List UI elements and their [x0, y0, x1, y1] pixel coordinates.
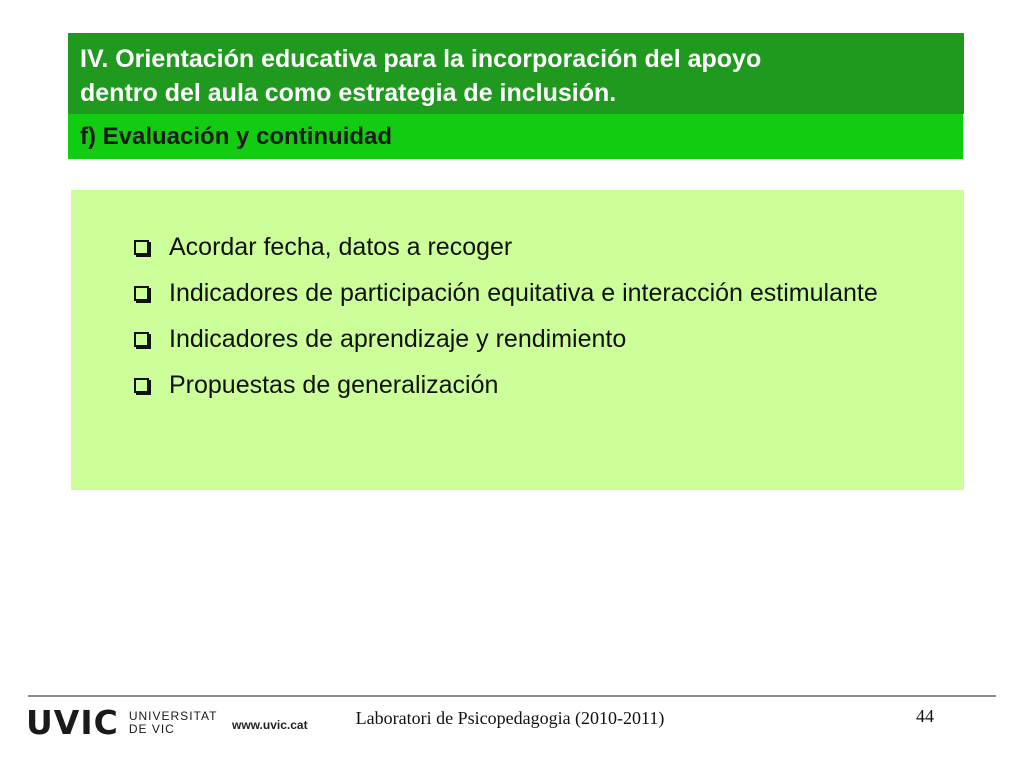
- list-item-label: Indicadores de participación equitativa e interacción estimulante: [169, 279, 878, 307]
- uvic-logo: [26, 703, 218, 742]
- logo-name-line-2: DE VIC: [128, 722, 175, 736]
- slide-subtitle-bar: [68, 114, 963, 159]
- slide-subtitle: f) Evaluación y continuidad: [80, 123, 393, 150]
- list-item: [134, 277, 924, 310]
- checkbox-square-icon: [134, 378, 149, 393]
- list-item: [134, 231, 924, 264]
- content-box: [71, 190, 964, 490]
- list-item-label: Indicadores de aprendizaje y rendimiento: [169, 325, 627, 353]
- list-item: [134, 323, 924, 356]
- logo-name: [129, 710, 218, 736]
- slide-title-line-1: IV. Orientación educativa para la incorporación del apoyo: [80, 45, 762, 73]
- checkbox-square-icon: [134, 286, 149, 301]
- website-url: www.uvic.cat: [232, 718, 308, 732]
- list-item: [134, 369, 924, 402]
- checkbox-square-icon: [134, 240, 149, 255]
- footer-divider: [28, 695, 996, 697]
- list-item-label: Propuestas de generalización: [169, 371, 499, 399]
- slide-title: [80, 42, 952, 110]
- slide-title-line-2: dentro del aula como estrategia de inclusión.: [80, 79, 617, 107]
- logo-name-line-1: UNIVERSITAT: [128, 709, 218, 723]
- logo-mark: UVIC: [26, 703, 119, 742]
- page-number: 44: [916, 706, 934, 726]
- slide-title-bar: [68, 33, 964, 114]
- bullet-list: [134, 231, 924, 402]
- list-item-label: Acordar fecha, datos a recoger: [169, 233, 513, 261]
- checkbox-square-icon: [134, 332, 149, 347]
- footer-caption: Laboratori de Psicopedagogia (2010-2011): [355, 708, 665, 728]
